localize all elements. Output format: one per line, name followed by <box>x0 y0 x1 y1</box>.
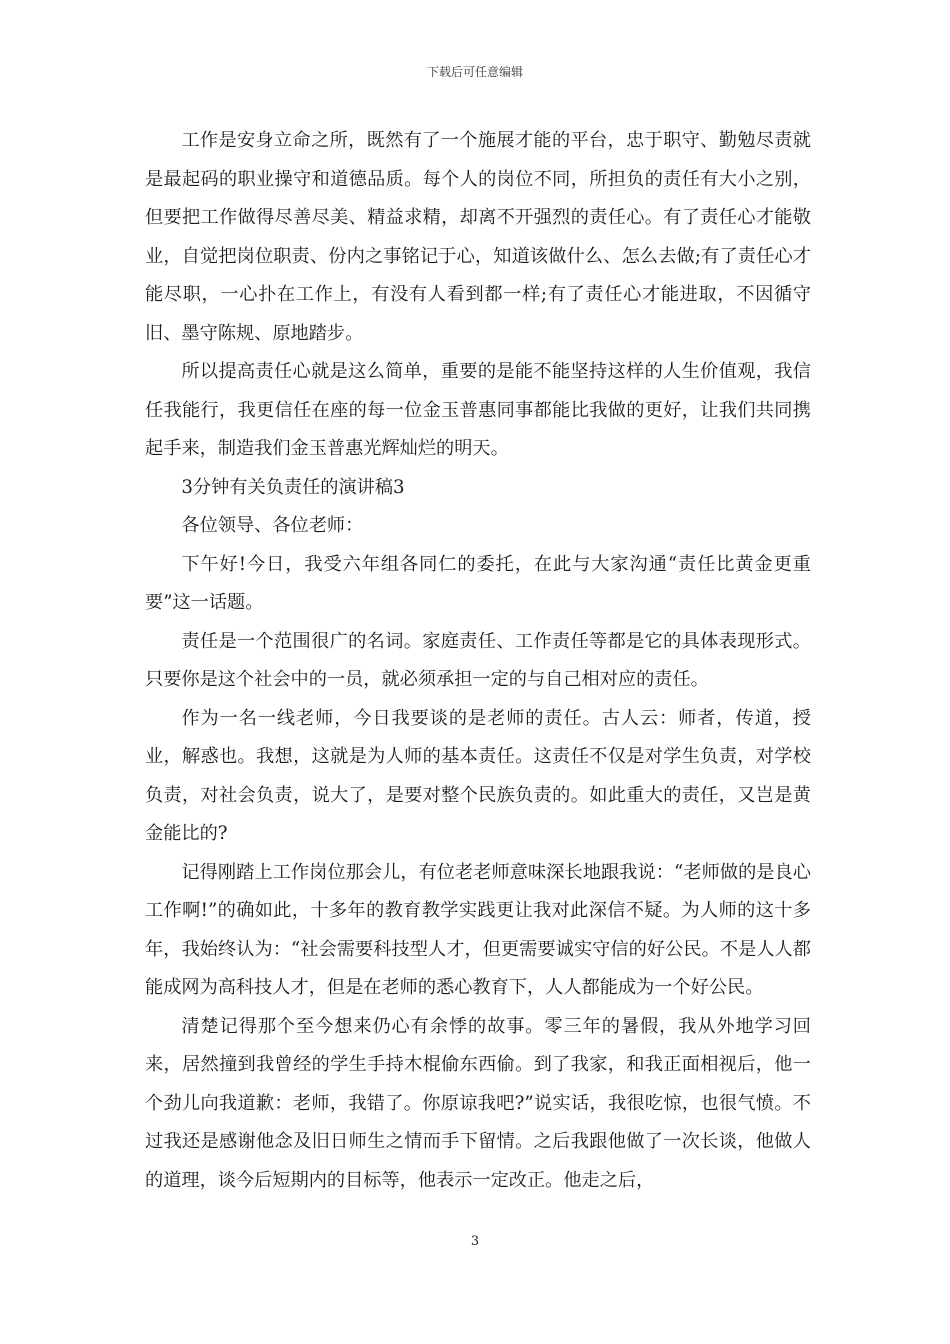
document-body <box>145 122 811 1200</box>
section-title: 3分钟有关负责任的演讲稿3 <box>181 476 405 498</box>
paragraph: 作为一名一线老师，今日我要谈的是老师的责任。古人云：师者，传道，授业，解惑也。我想，这就是为人师的基本责任。这责任不仅是对学生负责，对学校负责，对社会负责，说大了，是要对整个民族负责的。如此重大的责任，又岂是黄金能比的? <box>145 707 811 844</box>
paragraph: 所以提高责任心就是这么简单，重要的是能不能坚持这样的人生价值观，我信任我能行，我更信任在座的每一位金玉普惠同事都能比我做的更好，让我们共同携起手来，制造我们金玉普惠光辉灿烂的明天。 <box>145 361 811 459</box>
paragraph: 工作是安身立命之所，既然有了一个施展才能的平台，忠于职守、勤勉尽责就是最起码的职业操守和道德品质。每个人的岗位不同，所担负的责任有大小之别，但要把工作做得尽善尽美、精益求精，却离不开强烈的责任心。有了责任心才能敬业，自觉把岗位职责、份内之事铭记于心，知道该做什么、怎么去做;有了责任心才能尽职，一心扑在工作上，有没有人看到都一样;有了责任心才能进取，不因循守旧、墨守陈规、原地踏步。 <box>145 130 811 344</box>
page-number: 3 <box>470 1234 480 1249</box>
page-header: 下载后可任意编辑 <box>426 65 523 79</box>
salutation: 各位领导、各位老师： <box>181 515 364 536</box>
paragraph: 责任是一个范围很广的名词。家庭责任、工作责任等都是它的具体表现形式。只要你是这个社会中的一员，就必须承担一定的与自己相对应的责任。 <box>145 630 811 690</box>
paragraph: 下午好!今日，我受六年组各同仁的委托，在此与大家沟通“责任比黄金更重要”这一话题。 <box>145 553 811 613</box>
paragraph: 记得刚踏上工作岗位那会儿，有位老老师意味深长地跟我说：“老师做的是良心工作啊!”的确如此，十多年的教育教学实践更让我对此深信不疑。为人师的这十多年，我始终认为：“社会需要科技型人才，但更需要诚实守信的好公民。不是人人都能成网为高科技人才，但是在老师的悉心教育下，人人都能成为一个好公民。 <box>145 861 811 998</box>
paragraph: 清楚记得那个至今想来仍心有余悸的故事。零三年的暑假，我从外地学习回来，居然撞到我曾经的学生手持木棍偷东西偷。到了我家，和我正面相视后，他一个劲儿向我道歉：老师，我错了。你原谅我吧?”说实话，我很吃惊，也很气愤。不过我还是感谢他念及旧日师生之情而手下留情。之后我跟他做了一次长谈，他做人的道理，谈今后短期内的目标等，他表示一定改正。他走之后， <box>145 1015 811 1191</box>
